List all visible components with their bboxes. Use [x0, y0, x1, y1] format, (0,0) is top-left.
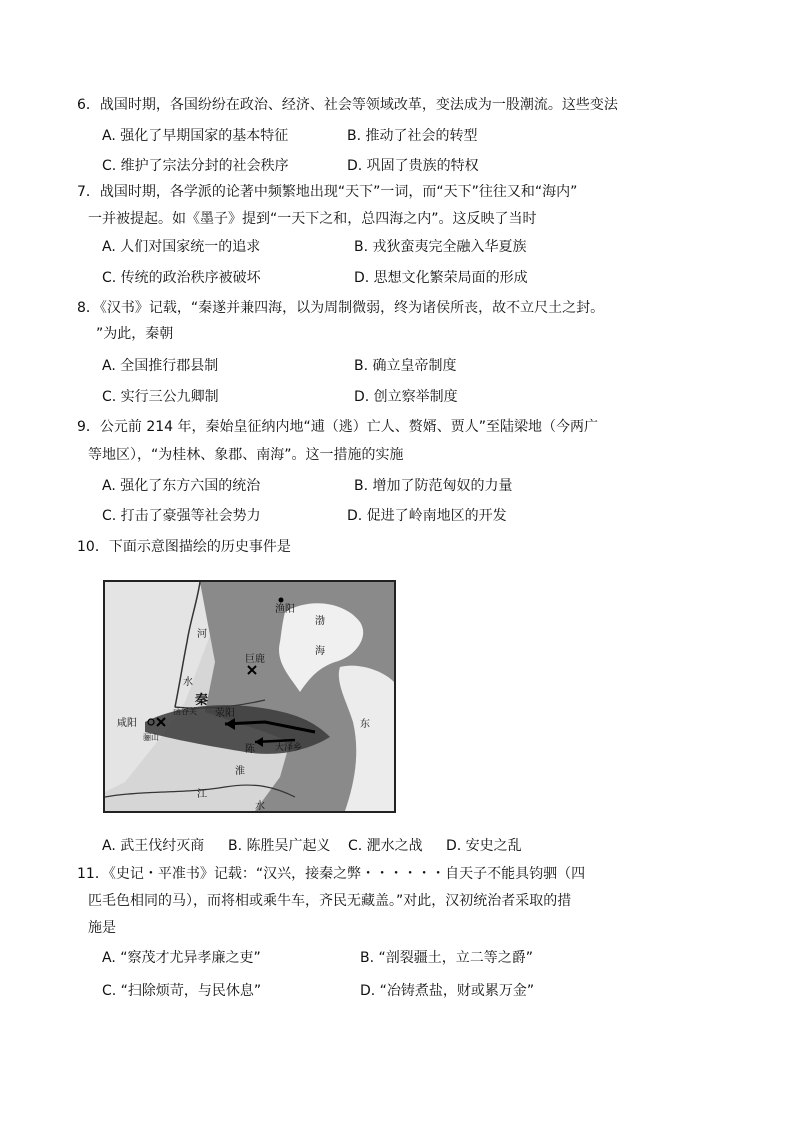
map-label-julu: 巨鹿	[245, 654, 265, 665]
question-text: ．公元前 214 年，秦始皇征纳内地“逋（逃）亡人、赘婿、贾人”至陆梁地（今两广	[85, 419, 599, 435]
question-number: 7	[77, 184, 86, 200]
option-c: C. 传统的政治秩序被破坏	[102, 270, 261, 286]
map-label-hai: 海	[315, 646, 325, 657]
question-text: ．下面示意图描绘的历史事件是	[94, 539, 291, 555]
question-6-stem	[77, 95, 618, 115]
option-d: D. 思想文化繁荣局面的形成	[354, 270, 528, 286]
question-text-cont: 一并被提起。如《墨子》提到“一天下之和，总四海之内”。这反映了当时	[88, 211, 537, 227]
option-b: B. 确立皇帝制度	[354, 358, 457, 374]
question-9-stem	[77, 417, 598, 437]
question-text-cont: 施是	[88, 920, 116, 936]
option-b: B. 陈胜吴广起义	[228, 838, 331, 854]
option-a: A. “察茂才尤异孝廉之吏”	[102, 950, 261, 966]
question-7-stem	[77, 182, 577, 202]
map-label-yuyang: 渔阳	[275, 604, 295, 615]
option-d: D. 创立察举制度	[354, 389, 458, 405]
option-b: B. “剖裂疆土，立二等之爵”	[360, 950, 534, 966]
option-a: A. 人们对国家统一的追求	[102, 239, 261, 255]
option-d: D. “冶铸煮盐，财或累万金”	[360, 983, 535, 999]
map-graphic	[105, 582, 394, 811]
question-text-cont: ”为此，秦朝	[96, 326, 174, 342]
option-c: C. 打击了豪强等社会势力	[102, 508, 261, 524]
option-d: D. 巩固了贵族的特权	[347, 158, 479, 174]
option-a: A. 全国推行郡县制	[102, 358, 219, 374]
option-b: B. 推动了社会的转型	[347, 128, 478, 144]
question-number: 11	[77, 866, 95, 882]
map-label-he: 河	[197, 629, 207, 640]
question-8-stem	[77, 298, 604, 318]
map-label-shui: 水	[183, 677, 193, 688]
map-label-dong: 东	[360, 719, 370, 730]
option-b: B. 增加了防范匈奴的力量	[354, 478, 513, 494]
option-c: C. 淝水之战	[348, 838, 423, 854]
map-label-jiang: 江	[197, 789, 207, 800]
question-number: 6	[77, 97, 86, 113]
historical-map	[103, 580, 396, 813]
question-10-stem	[77, 537, 291, 557]
map-label-chen: 陈	[245, 744, 255, 755]
question-11-stem	[77, 864, 585, 884]
option-c: C. 维护了宗法分封的社会秩序	[102, 158, 289, 174]
question-number: 9	[77, 419, 86, 435]
option-c: C. “扫除烦苛，与民休息”	[102, 983, 262, 999]
map-label-bo: 渤	[315, 616, 325, 627]
map-label-xianyang: 咸阳	[117, 718, 137, 729]
map-label-shui2: 水	[255, 801, 265, 811]
map-label-qin: 秦	[195, 693, 209, 708]
map-label-huai: 淮	[235, 766, 245, 777]
map-label-xingyang: 荥阳	[215, 708, 235, 719]
option-b: B. 戎狄蛮夷完全融入华夏族	[354, 239, 527, 255]
option-d: D. 安史之乱	[446, 838, 522, 854]
question-text-cont: 等地区），“为桂林、象郡、南海”。这一措施的实施	[88, 447, 404, 463]
question-text: ．《汉书》记载，“秦遂并兼四海，以为周制微弱，终为诸侯所丧，故不立尺土之封。	[85, 300, 605, 316]
question-text: ．战国时期，各学派的论著中频繁地出现“天下”一词，而“天下”往往又和“海内”	[85, 184, 578, 200]
map-label-hangu: 函谷关	[173, 707, 197, 716]
option-a: A. 武王伐纣灭商	[102, 838, 205, 854]
question-number: 8	[77, 300, 86, 316]
question-text: ．《史记・平准书》记载：“汉兴，接秦之弊・・・・・・自天子不能具钧驷（四	[94, 866, 586, 882]
question-number: 10	[77, 539, 95, 555]
option-a: A. 强化了东方六国的统治	[102, 478, 261, 494]
map-label-daze: 大泽乡	[275, 743, 303, 753]
option-d: D. 促进了岭南地区的开发	[347, 508, 507, 524]
option-a: A. 强化了早期国家的基本特征	[102, 128, 289, 144]
question-text: ．战国时期，各国纷纷在政治、经济、社会等领域改革，变法成为一股潮流。这些变法	[85, 97, 618, 113]
option-c: C. 实行三公九卿制	[102, 389, 219, 405]
map-label-lishan: 骊山	[143, 733, 159, 742]
question-text-cont: 匹毛色相同的马），而将相或乘牛车，齐民无藏盖。”对此，汉初统治者采取的措	[88, 893, 572, 909]
